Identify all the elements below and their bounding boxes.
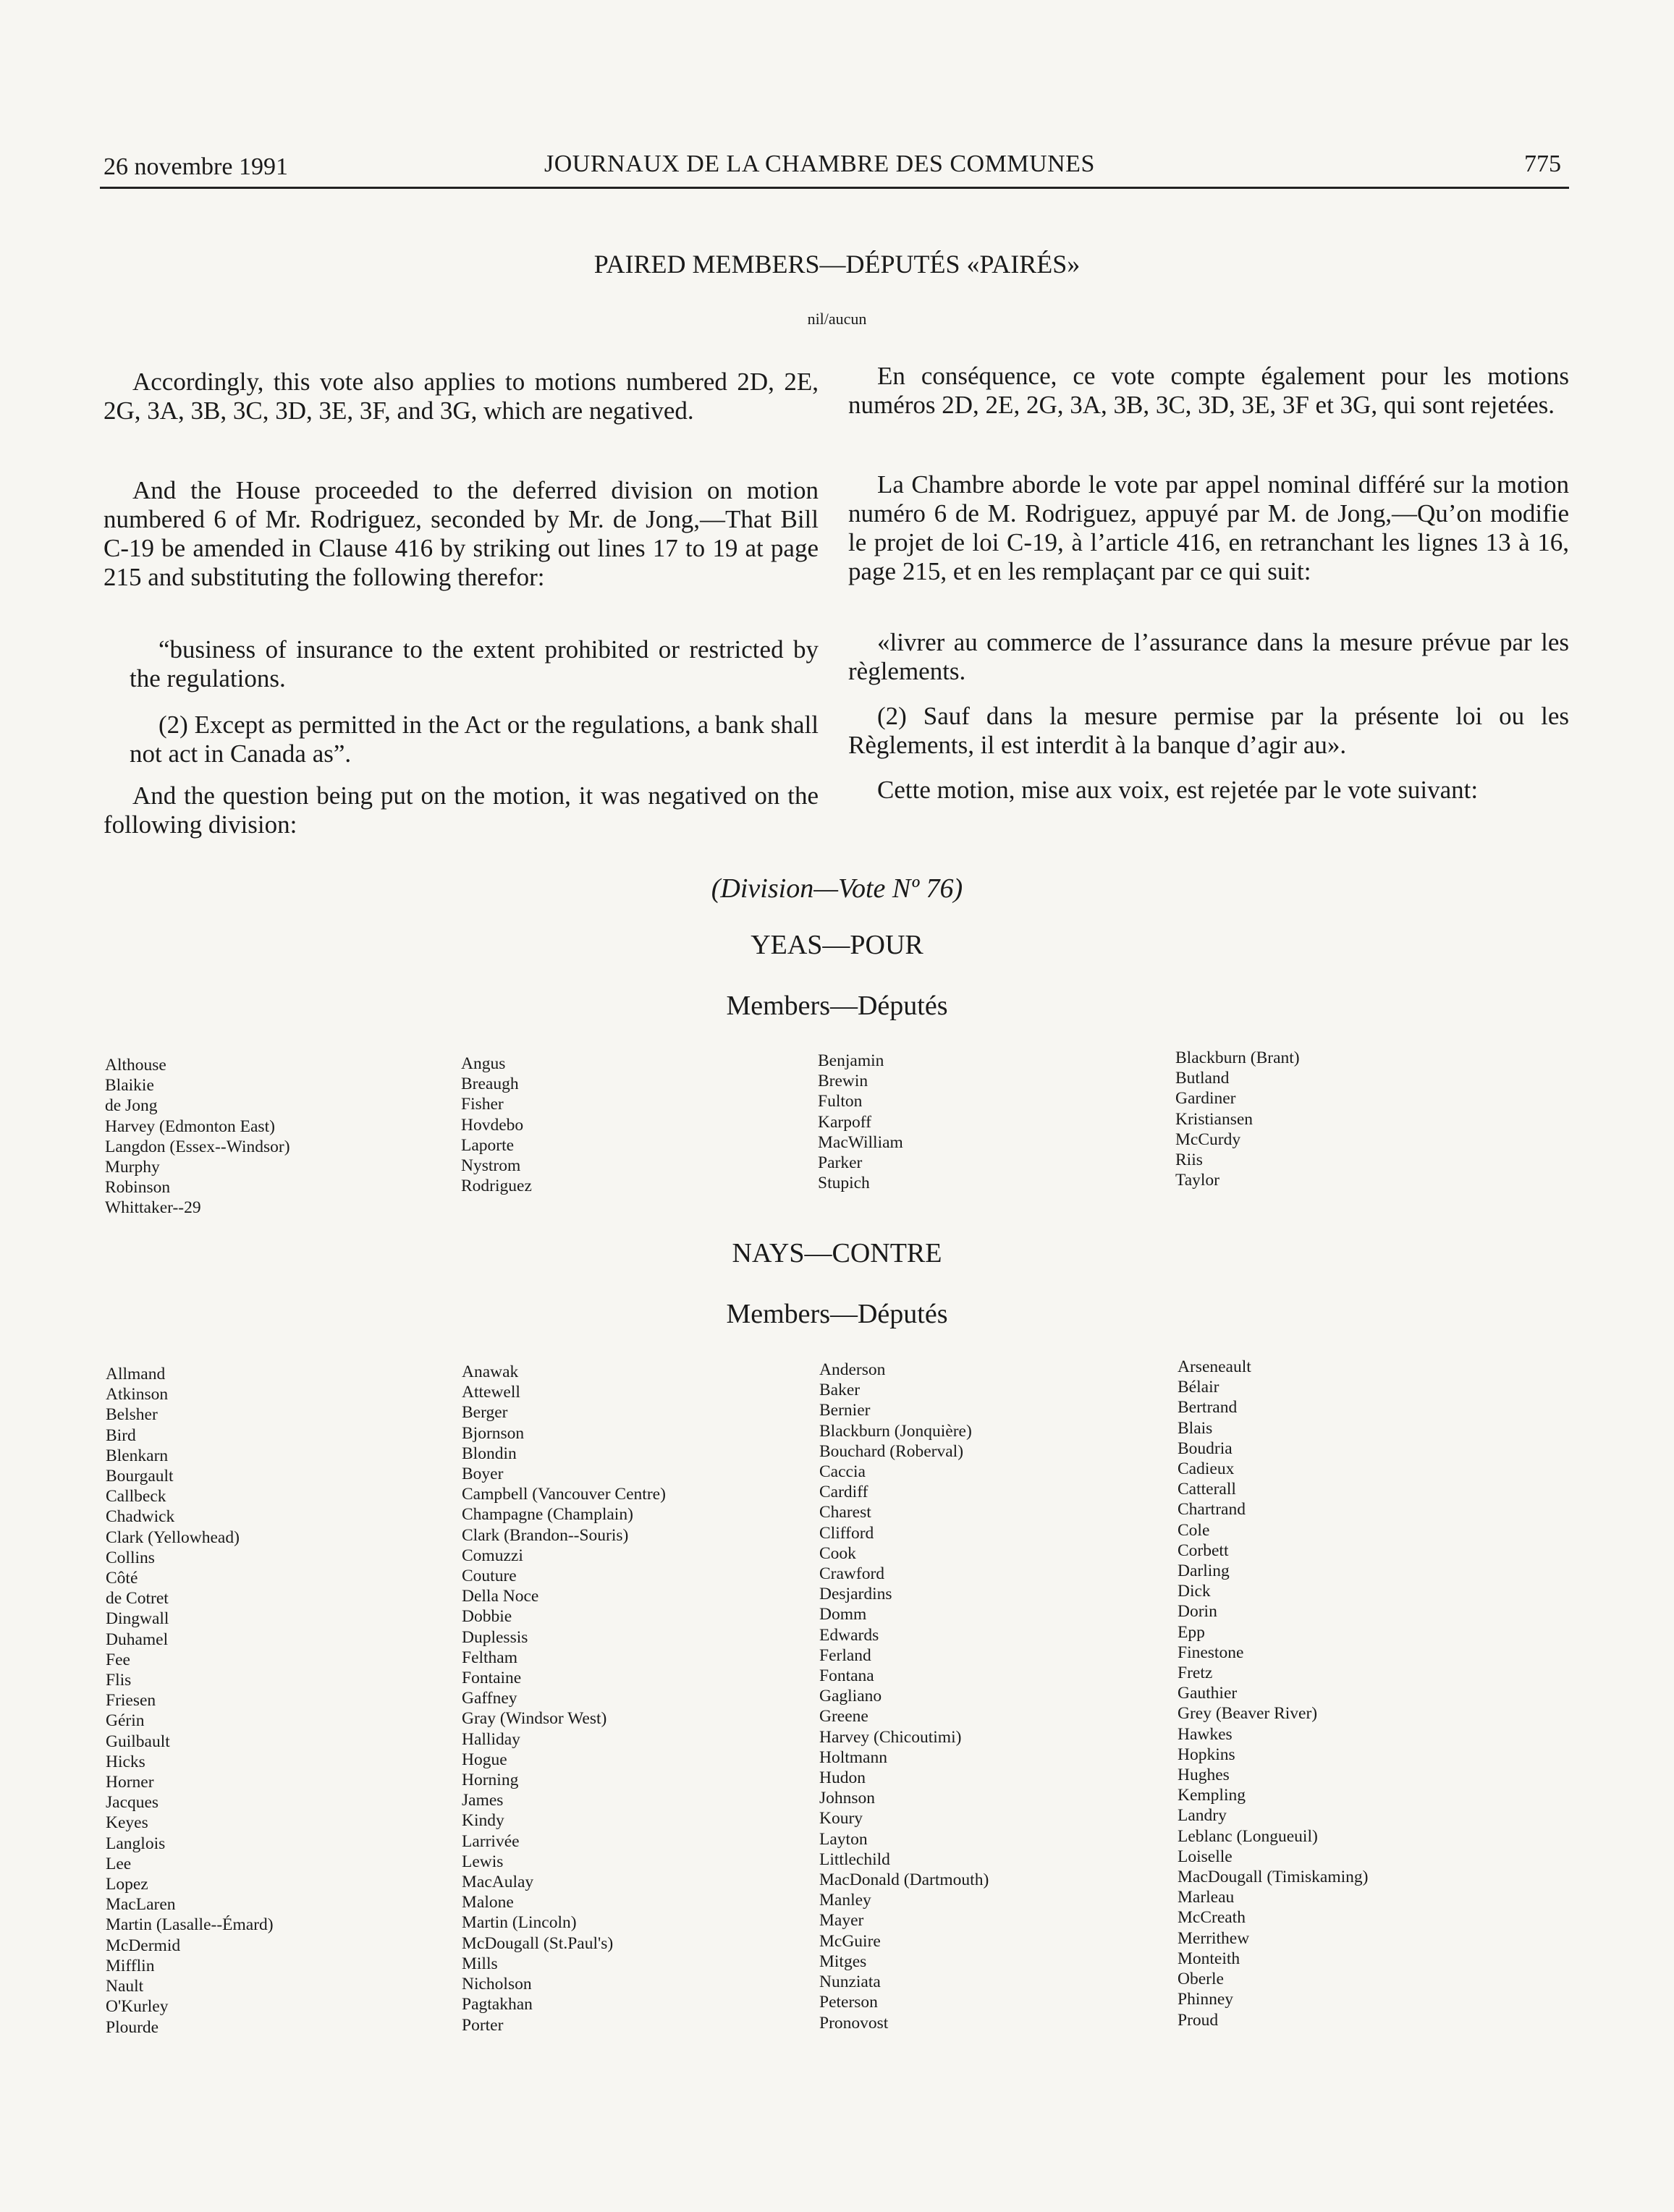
member-name: Grey (Beaver River) [1178, 1704, 1318, 1724]
yeas-column-1 [105, 1055, 290, 1219]
member-name: Althouse [105, 1056, 166, 1075]
yeas-column-3 [818, 1051, 903, 1193]
member-name: Corbett [1178, 1541, 1229, 1560]
member-name: Hughes [1178, 1766, 1230, 1785]
member-name: Malone [462, 1893, 514, 1912]
member-name: Plourde [106, 2017, 159, 2037]
member-name: Charest [819, 1503, 871, 1522]
member-name: Rodriguez [461, 1177, 532, 1196]
member-name: Boudria [1178, 1438, 1233, 1458]
member-name: Pagtakhan [462, 1995, 533, 2014]
member-name: Nunziata [819, 1972, 881, 1992]
member-name: Boyer [462, 1465, 504, 1484]
member-name: Finestone [1178, 1643, 1244, 1662]
nays-members-heading: Members—Députés [726, 1299, 948, 1329]
french-quote-paragraph-2: (2) Sauf dans la mesure permise par la présente loi ou les Règlements, il est interdit à la banque d’agir au». [848, 702, 1569, 759]
member-name: Breaugh [461, 1075, 519, 1094]
member-name: Johnson [819, 1789, 876, 1808]
member-name: Loiselle [1178, 1847, 1233, 1866]
member-name: Lopez [106, 1875, 148, 1894]
member-name: Marleau [1178, 1888, 1235, 1907]
header-date: 26 novembre 1991 [103, 153, 288, 180]
member-name: Brewin [818, 1072, 868, 1091]
member-name: Blenkarn [106, 1446, 169, 1465]
nays-column-2 [462, 1362, 666, 2035]
member-name: Greene [819, 1707, 868, 1726]
member-name: Robinson [105, 1178, 171, 1198]
member-name: Littlechild [819, 1849, 890, 1869]
member-name: Benjamin [818, 1051, 884, 1070]
english-quote-paragraph-2: (2) Except as permitted in the Act or the regulations, a bank shall not act in Canada as”. [130, 711, 819, 768]
member-name: Keyes [106, 1813, 148, 1833]
member-name: Gray (Windsor West) [462, 1709, 607, 1729]
member-name: Porter [462, 2015, 504, 2035]
member-name: Kristiansen [1175, 1109, 1254, 1129]
member-name: Blais [1178, 1418, 1213, 1438]
member-name: Gagliano [819, 1687, 882, 1706]
member-name: Phinney [1178, 1990, 1234, 2009]
member-name: Bjornson [462, 1423, 525, 1443]
member-name: Guilbault [106, 1732, 170, 1751]
french-paragraph-1: En conséquence, ce vote compte également pour les motions numéros 2D, 2E, 2G, 3A, 3B, 3C, 3D, 3E, 3F et 3G, qui sont rejetées. [848, 362, 1569, 419]
member-name: Oberle [1178, 1970, 1224, 1989]
english-paragraph-3: And the question being put on the motion, it was negatived on the following division: [103, 781, 819, 839]
yeas-column-4 [1175, 1048, 1300, 1190]
french-paragraph-2: La Chambre aborde le vote par appel nominal différé sur la motion numéro 6 de M. Rodriguez, appuyé par M. de Jong,—Qu’on modifie le projet de loi C-19, à l’article 416, en retranchant les lignes 13 à 16, page 215, et en les remplaçant par ce qui suit: [848, 470, 1569, 585]
yeas-members-heading: Members—Députés [726, 991, 948, 1021]
member-name: Cole [1178, 1520, 1210, 1540]
member-name: Kempling [1178, 1786, 1246, 1805]
member-name: Martin (Lincoln) [462, 1913, 577, 1933]
member-name: Whittaker--29 [105, 1198, 201, 1218]
member-name: Darling [1178, 1561, 1230, 1581]
member-name: Couture [462, 1567, 517, 1586]
member-name: Gaffney [462, 1689, 517, 1708]
member-name: Comuzzi [462, 1546, 523, 1565]
member-name: MacLaren [106, 1895, 176, 1915]
member-name: Della Noce [462, 1587, 539, 1606]
member-name: Gardiner [1175, 1089, 1236, 1109]
member-name: Karpoff [818, 1112, 871, 1132]
member-name: Dorin [1178, 1602, 1217, 1622]
member-name: MacWilliam [818, 1132, 903, 1152]
member-name: O'Kurley [106, 1997, 169, 2017]
member-name: Clark (Yellowhead) [106, 1527, 240, 1547]
member-name: Halliday [462, 1729, 520, 1749]
member-name: Crawford [819, 1564, 885, 1584]
member-name: Stupich [818, 1174, 870, 1193]
member-name: Layton [819, 1829, 868, 1849]
header-rule [100, 187, 1569, 189]
member-name: Campbell (Vancouver Centre) [462, 1485, 666, 1504]
member-name: Belsher [106, 1405, 158, 1425]
member-name: Nystrom [461, 1156, 521, 1176]
member-name: Duhamel [106, 1630, 169, 1649]
member-name: Hopkins [1178, 1745, 1235, 1764]
member-name: Fee [106, 1650, 130, 1669]
member-name: Manley [819, 1891, 871, 1910]
member-name: Bourgault [106, 1467, 174, 1486]
member-name: Baker [819, 1381, 861, 1400]
member-name: McGuire [819, 1931, 881, 1951]
french-paragraph-3: Cette motion, mise aux voix, est rejetée par le vote suivant: [877, 776, 1479, 804]
member-name: Lee [106, 1854, 132, 1873]
member-name: Dick [1178, 1582, 1211, 1601]
member-name: Parker [818, 1153, 863, 1173]
member-name: Hogue [462, 1750, 507, 1769]
member-name: Mills [462, 1954, 498, 1973]
member-name: Berger [462, 1403, 508, 1423]
member-name: Merrithew [1178, 1928, 1250, 1948]
member-name: Hicks [106, 1752, 145, 1771]
member-name: Langdon (Essex--Windsor) [105, 1137, 290, 1156]
paired-members-subtitle: nil/aucun [807, 310, 867, 328]
member-name: Chartrand [1178, 1500, 1246, 1520]
english-paragraph-1: Accordingly, this vote also applies to motions numbered 2D, 2E, 2G, 3A, 3B, 3C, 3D, 3E, 3F, and 3G, which are negatived. [103, 368, 819, 425]
member-name: Edwards [819, 1625, 879, 1645]
yeas-title: YEAS—POUR [751, 930, 923, 960]
member-name: Attewell [462, 1383, 520, 1402]
member-name: Hovdebo [461, 1115, 524, 1135]
member-name: Chadwick [106, 1507, 175, 1527]
member-name: McCreath [1178, 1908, 1246, 1928]
english-paragraph-2: And the House proceeded to the deferred division on motion numbered 6 of Mr. Rodriguez, seconded by Mr. de Jong,—That Bill C-19 be amended in Clause 416 by striking out lines 17 to 19 at page 215 and substituting the following therefor: [103, 476, 819, 591]
member-name: Cook [819, 1543, 856, 1563]
member-name: Blondin [462, 1444, 517, 1463]
member-name: Epp [1178, 1622, 1205, 1642]
member-name: Harvey (Edmonton East) [105, 1116, 275, 1136]
member-name: Côté [106, 1569, 138, 1588]
member-name: Angus [461, 1054, 506, 1073]
member-name: Bertrand [1178, 1398, 1238, 1418]
member-name: Pronovost [819, 2013, 889, 2033]
member-name: Flis [106, 1671, 132, 1690]
member-name: Duplessis [462, 1627, 528, 1647]
header-title: JOURNAUX DE LA CHAMBRE DES COMMUNES [544, 151, 1095, 177]
member-name: Monteith [1178, 1949, 1240, 1968]
member-name: Mifflin [106, 1956, 155, 1975]
member-name: Landry [1178, 1806, 1227, 1826]
member-name: Catterall [1178, 1480, 1236, 1499]
member-name: Laporte [461, 1135, 515, 1155]
member-name: Murphy [105, 1158, 160, 1177]
member-name: Harvey (Chicoutimi) [819, 1727, 962, 1747]
member-name: Callbeck [106, 1487, 166, 1507]
member-name: Proud [1178, 2010, 1219, 2030]
member-name: Allmand [106, 1365, 166, 1383]
member-name: Leblanc (Longueuil) [1178, 1826, 1318, 1846]
member-name: Lewis [462, 1852, 504, 1871]
member-name: Cadieux [1178, 1459, 1235, 1479]
member-name: Horner [106, 1773, 154, 1792]
member-name: MacDougall (Timiskaming) [1178, 1868, 1369, 1887]
member-name: Bird [106, 1425, 136, 1445]
member-name: Riis [1175, 1151, 1203, 1170]
member-name: Anawak [462, 1363, 519, 1381]
member-name: Champagne (Champlain) [462, 1505, 633, 1525]
member-name: Hawkes [1178, 1724, 1233, 1744]
nays-column-4 [1178, 1357, 1369, 2030]
member-name: Gérin [106, 1711, 145, 1731]
member-name: Holtmann [819, 1747, 887, 1767]
member-name: Larrivée [462, 1831, 520, 1851]
member-name: Nicholson [462, 1975, 532, 1994]
member-name: Friesen [106, 1691, 156, 1711]
member-name: Butland [1175, 1069, 1230, 1088]
member-name: Cardiff [819, 1483, 868, 1502]
french-column [848, 362, 1569, 854]
french-quote-paragraph-1: «livrer au commerce de l’assurance dans la mesure prévue par les règlements. [848, 628, 1569, 685]
page-number: 775 [1524, 151, 1561, 177]
member-name: de Jong [105, 1096, 158, 1116]
nays-column-1 [106, 1364, 274, 2038]
member-name: Dobbie [462, 1607, 512, 1627]
yeas-column-2 [461, 1054, 532, 1196]
member-name: Fisher [461, 1095, 504, 1114]
member-name: Blaikie [105, 1076, 154, 1096]
english-quote-paragraph-1: “business of insurance to the extent prohibited or restricted by the regulations. [130, 635, 819, 692]
member-name: Bouchard (Roberval) [819, 1441, 964, 1461]
member-name: Clifford [819, 1523, 874, 1543]
member-name: Kindy [462, 1811, 504, 1831]
member-name: Blackburn (Jonquière) [819, 1421, 972, 1441]
member-name: Peterson [819, 1993, 878, 2012]
nays-title: NAYS—CONTRE [732, 1238, 942, 1268]
member-name: de Cotret [106, 1589, 169, 1609]
member-name: Blackburn (Brant) [1175, 1048, 1300, 1067]
member-name: Langlois [106, 1834, 166, 1853]
nays-column-3 [819, 1360, 989, 2033]
member-name: MacAulay [462, 1873, 534, 1892]
member-name: McDermid [106, 1936, 181, 1955]
member-name: Desjardins [819, 1585, 892, 1604]
member-name: Atkinson [106, 1385, 169, 1404]
member-name: Bernier [819, 1401, 871, 1420]
member-name: Feltham [462, 1648, 518, 1667]
member-name: Mayer [819, 1911, 864, 1931]
member-name: MacDonald (Dartmouth) [819, 1870, 989, 1890]
english-column [103, 368, 819, 860]
member-name: Taylor [1175, 1171, 1219, 1190]
member-name: Anderson [819, 1360, 886, 1379]
member-name: Fontaine [462, 1669, 522, 1688]
member-name: Horning [462, 1771, 519, 1790]
member-name: Nault [106, 1977, 144, 1996]
member-name: Arseneault [1178, 1357, 1251, 1376]
division-title: (Division—Vote Nº 76) [711, 873, 963, 904]
member-name: Martin (Lasalle--Émard) [106, 1915, 274, 1935]
member-name: McDougall (St.Paul's) [462, 1933, 614, 1953]
member-name: Dingwall [106, 1609, 169, 1629]
member-name: Fretz [1178, 1664, 1213, 1683]
member-name: Domm [819, 1605, 867, 1624]
member-name: Clark (Brandon--Souris) [462, 1525, 629, 1545]
paired-members-title: PAIRED MEMBERS—DÉPUTÉS «PAIRÉS» [593, 250, 1081, 279]
member-name: Koury [819, 1809, 863, 1828]
member-name: Ferland [819, 1645, 871, 1665]
member-name: Hudon [819, 1768, 866, 1788]
member-name: McCurdy [1175, 1130, 1241, 1149]
member-name: Fulton [818, 1092, 863, 1111]
member-name: Fontana [819, 1666, 874, 1686]
member-name: Bélair [1178, 1378, 1219, 1397]
member-name: Jacques [106, 1793, 159, 1813]
member-name: Mitges [819, 1952, 867, 1971]
member-name: Caccia [819, 1462, 866, 1482]
member-name: James [462, 1791, 504, 1810]
member-name: Collins [106, 1548, 155, 1567]
member-name: Gauthier [1178, 1684, 1238, 1703]
